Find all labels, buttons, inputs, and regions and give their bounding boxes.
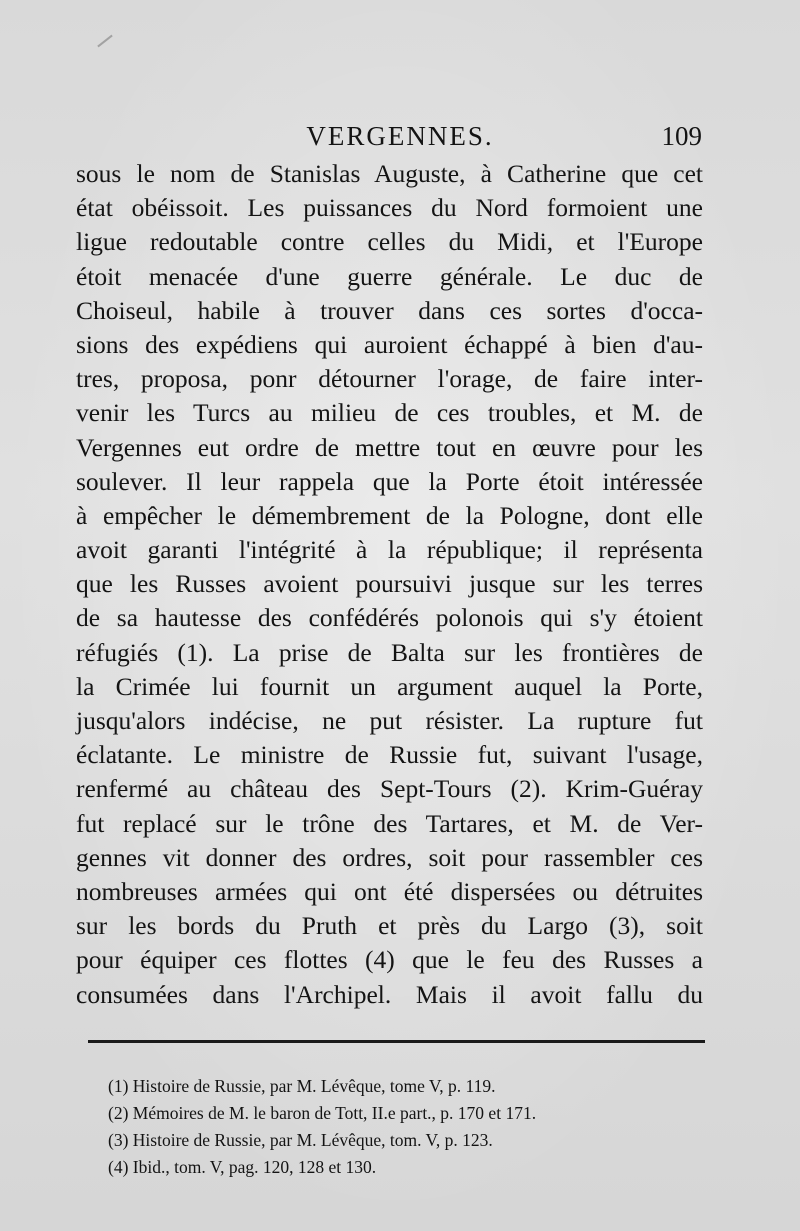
- text-line: la Crimée lui fournit un argument auquel la Porte,: [76, 671, 703, 701]
- text-line: Choiseul, habile à trouver dans ces sortes d'occa-: [76, 295, 703, 325]
- text-line: tres, proposa, ponr détourner l'orage, de faire inter-: [76, 364, 703, 394]
- text-line: réfugiés (1). La prise de Balta sur les frontières de: [76, 637, 703, 667]
- footnotes: [108, 1073, 708, 1181]
- text-line: venir les Turcs au milieu de ces troubles, et M. de: [76, 398, 703, 428]
- footnote: (3) Histoire de Russie, par M. Lévêque, tom. V, p. 123.: [108, 1130, 493, 1150]
- footnote: (2) Mémoires de M. le baron de Tott, II.e part., p. 170 et 171.: [108, 1103, 537, 1123]
- text-line: étoit menacée d'une guerre générale. Le duc de: [76, 261, 703, 291]
- footnote: (1) Histoire de Russie, par M. Lévêque, tome V, p. 119.: [108, 1076, 496, 1096]
- footnote-rule: [88, 1040, 705, 1043]
- page-number: 109: [661, 121, 702, 151]
- text-line: de sa hautesse des confédérés polonois qui s'y étoient: [76, 603, 703, 633]
- text-line: avoit garanti l'intégrité à la république; il représenta: [76, 535, 703, 565]
- footnote: (4) Ibid., tom. V, pag. 120, 128 et 130.: [108, 1157, 377, 1177]
- text-line: nombreuses armées qui ont été dispersées ou détruites: [76, 876, 703, 906]
- text-line: soulever. Il leur rappela que la Porte étoit intéressée: [76, 466, 703, 496]
- text-line: sur les bords du Pruth et près du Largo (3), soit: [76, 911, 703, 941]
- text-line: ligue redoutable contre celles du Midi, et l'Europe: [76, 227, 703, 257]
- body-text: [76, 157, 703, 1012]
- text-line: renfermé au château des Sept-Tours (2). Krim-Guéray: [76, 774, 703, 804]
- text-line: jusqu'alors indécise, ne put résister. La rupture fut: [76, 706, 703, 735]
- running-title: VERGENNES.: [306, 121, 494, 151]
- text-line: état obéissoit. Les puissances du Nord formoient une: [76, 193, 703, 223]
- text-line: sous le nom de Stanislas Auguste, à Catherine que cet: [76, 159, 703, 188]
- text-line: que les Russes avoient poursuivi jusque sur les terres: [76, 569, 703, 599]
- text-line: Vergennes eut ordre de mettre tout en œuvre pour les: [76, 432, 703, 462]
- text-line: gennes vit donner des ordres, soit pour rassembler ces: [76, 842, 703, 872]
- text-line: fut replacé sur le trône des Tartares, et M. de Ver-: [76, 808, 703, 838]
- text-line: à empêcher le démembrement de la Pologne, dont elle: [76, 500, 703, 530]
- text-line: éclatante. Le ministre de Russie fut, suivant l'usage,: [76, 740, 703, 770]
- pencil-mark: [97, 35, 112, 48]
- text-line: sions des expédiens qui auroient échappé à bien d'au-: [76, 329, 703, 359]
- text-line: pour équiper ces flottes (4) que le feu des Russes a: [76, 945, 703, 975]
- text-line: consumées dans l'Archipel. Mais il avoit fallu du: [76, 979, 703, 1009]
